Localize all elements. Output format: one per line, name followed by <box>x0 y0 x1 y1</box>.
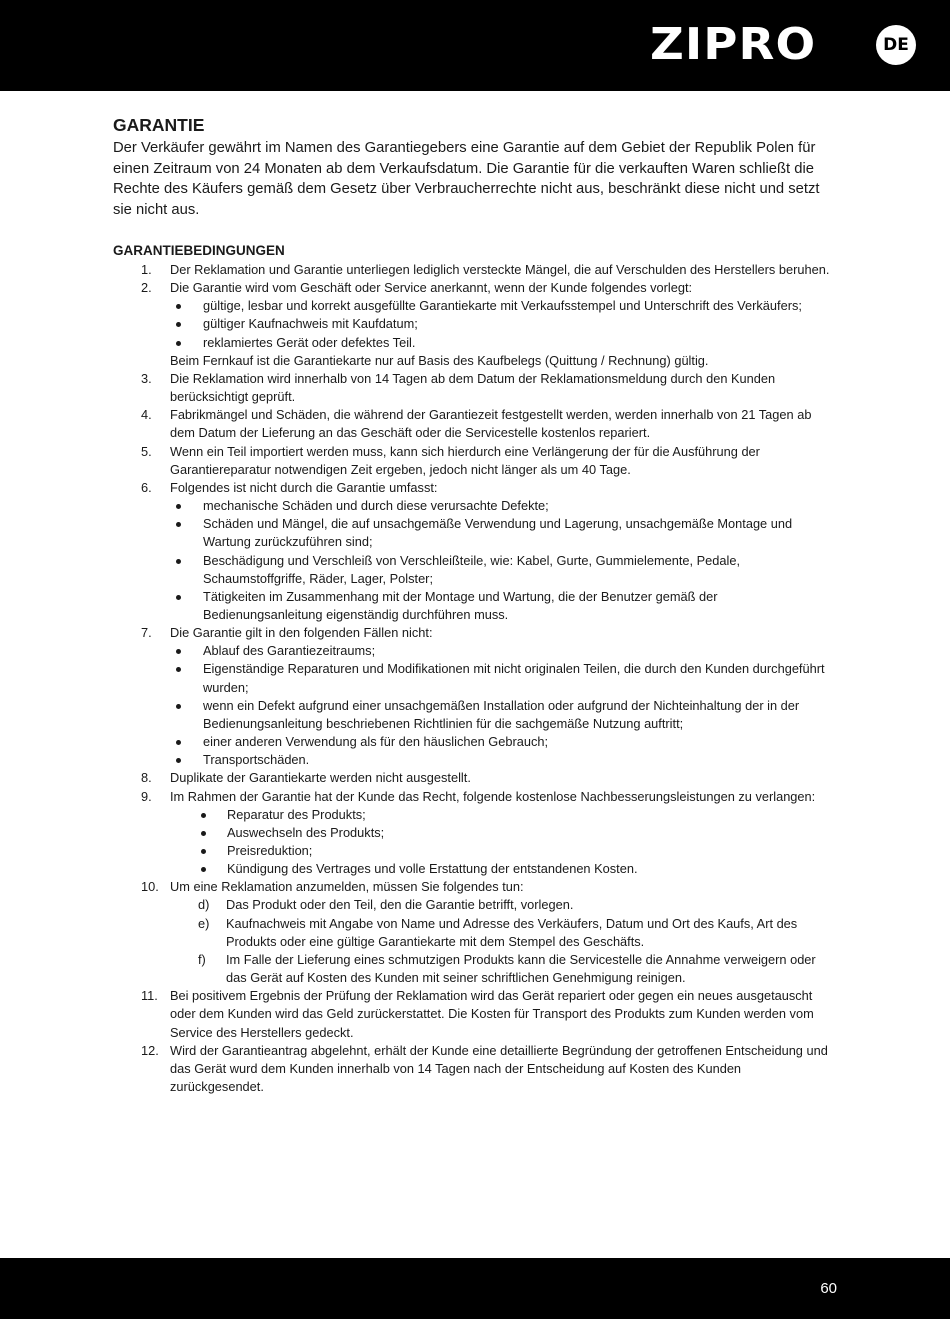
item-number: 10. <box>141 879 159 895</box>
item-number: 9. <box>141 788 152 804</box>
item-text: Wenn ein Teil importiert werden muss, kann sich hierdurch eine Verlängerung der für die Ausführung der Garantiereparatur notwendigen Zeit ergeben, jedoch nicht länger als um 40 Tage. <box>170 443 760 477</box>
item-text: Fabrikmängel und Schäden, die während der Garantiezeit festgestellt werden, werden innerhalb von 21 Tagen ab dem Datum der Lieferung an das Geschäft oder die Servicestelle kostenlos repariert. <box>170 407 812 441</box>
item-text: Die Reklamation wird innerhalb von 14 Tagen ab dem Datum der Reklamationsmeldung durch den Kunden berücksichtigt geprüft. <box>170 370 776 405</box>
item-text: Wird der Garantieantrag abgelehnt, erhält der Kunde eine detaillierte Begründung der getroffenen Entscheidung und das Gerät wurd dem Kunden innerhalb von 14 Tagen nach der Entscheidung auf Kosten des Kunden zurückgesendet. <box>170 1042 828 1095</box>
condition-item <box>113 279 838 370</box>
page-title: GARANTIE <box>113 115 205 135</box>
bullet-item: gültiger Kaufnachweis mit Kaufdatum; <box>170 315 838 333</box>
letter-text: Im Falle der Lieferung eines schmutzigen Produkts kann die Servicestelle die Annahme verweigern oder das Gerät auf Kosten des Kunden mit seiner schriftlichen Genehmigung reinigen. <box>226 951 816 986</box>
lettered-item <box>170 896 838 914</box>
letter-mark: f) <box>198 951 206 967</box>
letter-text: Das Produkt oder den Teil, den die Garantie betrifft, vorlegen. <box>226 897 574 913</box>
bullet-list <box>170 297 838 351</box>
condition-item <box>113 443 838 479</box>
item-number: 4. <box>141 407 152 423</box>
item-number: 11. <box>141 988 158 1004</box>
bullet-list <box>170 642 838 769</box>
item-number: 3. <box>141 370 152 386</box>
bullet-item: einer anderen Verwendung als für den häuslichen Gebrauch; <box>170 733 838 751</box>
header-bar <box>0 0 950 91</box>
item-text: Bei positivem Ergebnis der Prüfung der Reklamation wird das Gerät repariert oder gegen ein neues ausgetauscht oder dem Kunden wird das Geld zurückerstattet. Die Kosten für Transport des Produkts zum Kunden werden vom Service des Herstellers gedeckt. <box>170 988 814 1040</box>
document-body <box>113 114 838 1096</box>
item-number: 7. <box>141 625 152 641</box>
bullet-item: Auswechseln des Produkts; <box>170 824 838 842</box>
condition-item <box>113 370 838 406</box>
condition-item <box>113 406 838 442</box>
item-number: 1. <box>141 262 152 277</box>
condition-item <box>113 769 838 787</box>
bullet-item: Transportschäden. <box>170 751 838 769</box>
bullet-item: Kündigung des Vertrages und volle Erstattung der entstandenen Kosten. <box>170 860 838 878</box>
item-text: Der Reklamation und Garantie unterliegen lediglich versteckte Mängel, die auf Verschulden des Herstellers beruhen. <box>170 262 830 277</box>
bullet-list <box>170 497 838 624</box>
conditions-list <box>113 261 838 1096</box>
item-text: Die Garantie wird vom Geschäft oder Service anerkannt, wenn der Kunde folgendes vorlegt: <box>170 280 693 296</box>
bullet-item: wenn ein Defekt aufgrund einer unsachgemäßen Installation oder aufgrund der Nichteinhaltung der in der Bedienungsanleitung beschriebenen Richtlinien für die sachgemäße Nutzung auftritt; <box>170 697 838 733</box>
bullet-item: Beschädigung und Verschleiß von Verschleißteile, wie: Kabel, Gurte, Gummielemente, Pedale, Schaumstoffgriffe, Räder, Lager, Polster; <box>170 552 838 588</box>
condition-item <box>113 987 838 1041</box>
bullet-item: Ablauf des Garantiezeitraums; <box>170 642 838 660</box>
bullet-item: Reparatur des Produkts; <box>170 806 838 824</box>
condition-item <box>113 624 838 769</box>
bullet-item: Tätigkeiten im Zusammenhang mit der Montage und Wartung, die der Benutzer gemäß der Bedienungsanleitung eigenständig durchführen muss. <box>170 588 838 624</box>
bullet-item: reklamiertes Gerät oder defektes Teil. <box>170 334 838 352</box>
item-number: 5. <box>141 443 152 459</box>
condition-item <box>113 878 838 987</box>
condition-item <box>113 788 838 879</box>
item-number: 8. <box>141 770 152 786</box>
brand-logo: ZIPRO <box>650 19 817 70</box>
item-number: 6. <box>141 479 152 495</box>
page-number: 60 <box>820 1280 837 1297</box>
bullet-item: Schäden und Mängel, die auf unsachgemäße Verwendung und Lagerung, unsachgemäße Montage und Wartung zurückzuführen sind; <box>170 515 838 551</box>
conditions-heading: GARANTIEBEDINGUNGEN <box>113 243 285 258</box>
item-text: Die Garantie gilt in den folgenden Fällen nicht: <box>170 625 433 641</box>
lettered-list <box>170 896 838 987</box>
bullet-item: Preisreduktion; <box>170 842 838 860</box>
item-text: Im Rahmen der Garantie hat der Kunde das Recht, folgende kostenlose Nachbesserungsleistungen zu verlangen: <box>170 788 816 804</box>
item-text: Duplikate der Garantiekarte werden nicht ausgestellt. <box>170 770 471 786</box>
bullet-item: gültige, lesbar und korrekt ausgefüllte Garantiekarte mit Verkaufsstempel und Unterschrift des Verkäufers; <box>170 297 838 315</box>
intro-paragraph: Der Verkäufer gewährt im Namen des Garantiegebers eine Garantie auf dem Gebiet der Republik Polen für einen Zeitraum von 24 Monaten ab dem Verkaufsdatum. Die Garantie für die verkauften Waren schließt die Rechte des Käufers gemäß dem Gesetz über Verbraucherrechte nicht aus, beschränkt diese nicht und setzt sie nicht aus. <box>113 140 820 218</box>
item-number: 2. <box>141 280 152 296</box>
letter-mark: e) <box>198 915 210 931</box>
item-text: Um eine Reklamation anzumelden, müssen Sie folgendes tun: <box>170 879 524 895</box>
condition-item <box>113 261 838 279</box>
item-text: Folgendes ist nicht durch die Garantie umfasst: <box>170 479 438 495</box>
bullet-list <box>170 806 838 879</box>
bullet-item: mechanische Schäden und durch diese verursachte Defekte; <box>170 497 838 515</box>
letter-mark: d) <box>198 897 210 913</box>
letter-text: Kaufnachweis mit Angabe von Name und Adresse des Verkäufers, Datum und Ort des Kaufs, Art des Produkts oder eine gültige Garantiekarte mit dem Stempel des Geschäfts. <box>226 915 798 949</box>
item-number: 12. <box>141 1042 159 1058</box>
language-badge: DE <box>876 25 916 65</box>
bullet-item: Eigenständige Reparaturen und Modifikationen mit nicht originalen Teilen, die durch den Kunden durchgeführt wurden; <box>170 660 838 696</box>
footer-bar <box>0 1258 950 1319</box>
condition-item <box>113 1042 838 1096</box>
condition-item <box>113 479 838 624</box>
lettered-item <box>170 915 838 951</box>
lettered-item <box>170 951 838 987</box>
item-note: Beim Fernkauf ist die Garantiekarte nur auf Basis des Kaufbelegs (Quittung / Rechnung) gültig. <box>170 352 709 368</box>
